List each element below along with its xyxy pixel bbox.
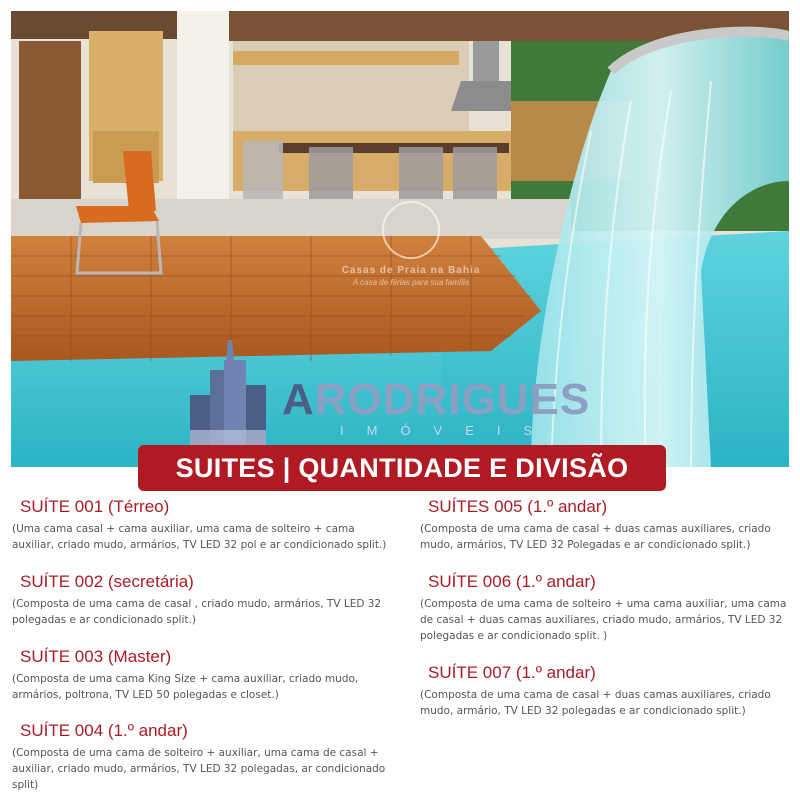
suite-002 xyxy=(12,572,400,628)
suite-004 xyxy=(12,721,400,793)
logo-letters-rest: RODRIGUES xyxy=(314,375,591,424)
watermark-subtitle: A casa de férias para sua família xyxy=(352,278,470,287)
suite-007 xyxy=(420,663,788,719)
logo-buildings-icon xyxy=(190,340,270,445)
watermark-title: Casas de Praia na Bahia xyxy=(341,265,481,276)
suite-description: (Composta de uma cama de solteiro + auxiliar, uma cama de casal + auxiliar, criado mudo, armários, TV LED 32 polegadas, ar condicionado split) xyxy=(12,747,386,791)
watermark xyxy=(311,201,511,287)
suite-title: SUÍTE 002 (secretária) xyxy=(20,572,194,591)
brand-logo xyxy=(190,340,620,445)
logo-subtitle: IMÓVEIS xyxy=(340,423,556,438)
logo-letter-a: A xyxy=(282,375,315,424)
logo-wordmark xyxy=(282,375,591,424)
suite-description: (Composta de uma cama de casal + duas camas auxiliares, criado mudo, armário, TV LED 32 polegadas e ar condicionado split.) xyxy=(420,689,771,717)
suite-title: SUÍTE 007 (1.º andar) xyxy=(428,663,596,682)
suite-description: (Uma cama casal + cama auxiliar, uma cama de solteiro + cama auxiliar, criado mudo, armários, TV LED 32 pol e ar condicionado split.) xyxy=(12,523,387,551)
suite-title: SUÍTE 004 (1.º andar) xyxy=(20,721,188,740)
suite-description: (Composta de uma cama de casal , criado mudo, armários, TV LED 32 polegadas e ar condicionado split.) xyxy=(12,598,382,626)
suite-title: SUÍTES 005 (1.º andar) xyxy=(428,497,608,516)
suite-description: (Composta de uma cama de casal + duas camas auxiliares, criado mudo, armários, TV LED 32 Polegadas e ar condicionado split.) xyxy=(420,523,771,551)
suite-description: (Composta de uma cama de solteiro + uma cama auxiliar, uma cama de casal + duas camas auxiliares, criado mudo, armários, TV LED 32 polegadas e ar condicionado split. ) xyxy=(420,598,787,642)
section-banner: SUITES | QUANTIDADE E DIVISÃO xyxy=(138,445,666,491)
suite-title: SUÍTE 006 (1.º andar) xyxy=(428,572,596,591)
suite-description: (Composta de uma cama King Size + cama auxiliar, criado mudo, armários, poltrona, TV LED 50 polegadas e closet.) xyxy=(12,673,359,701)
suite-title: SUÍTE 001 (Térreo) xyxy=(20,497,170,516)
suite-title: SUÍTE 003 (Master) xyxy=(20,647,172,666)
suite-003 xyxy=(12,647,400,703)
suite-001 xyxy=(12,497,400,553)
watermark-house-icon xyxy=(382,201,440,259)
suite-006 xyxy=(420,572,788,644)
suite-005 xyxy=(420,497,788,553)
